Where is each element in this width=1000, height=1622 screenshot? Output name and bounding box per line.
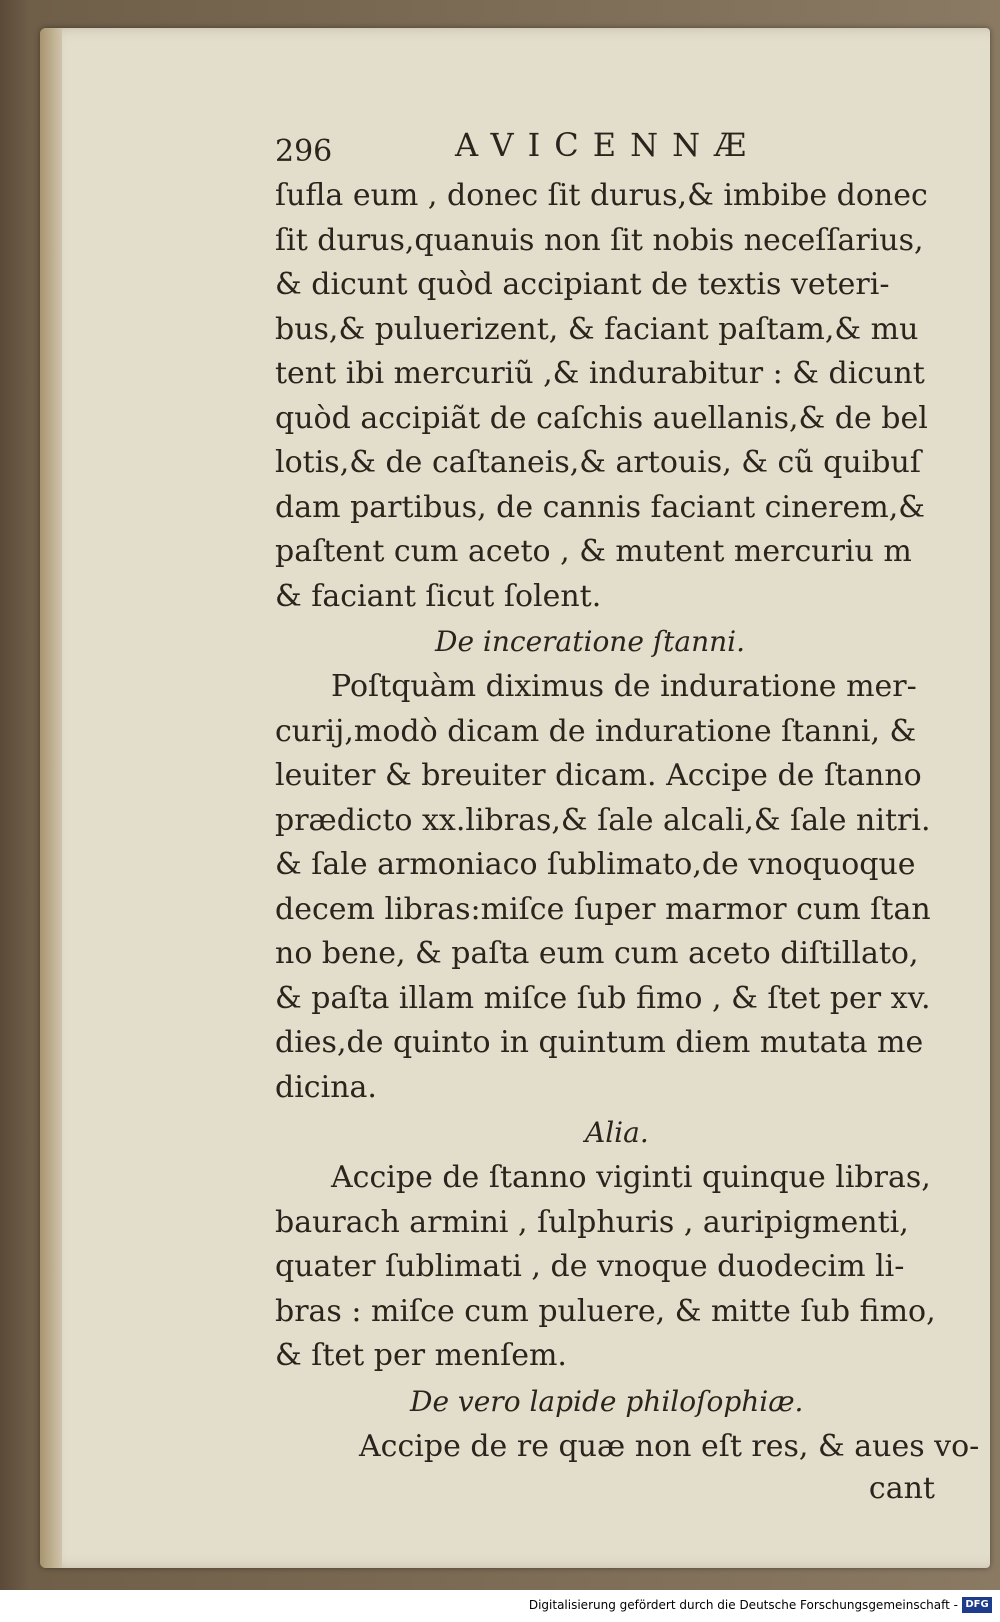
paragraph-2 [275,665,955,1110]
text-line: no bene, & paſta eum cum aceto diſtillato, [275,936,919,971]
text-line: tent ibi mercuriũ ,& indurabitur : & dicunt [275,356,925,391]
text-line: ſufla eum , donec ſit durus,& imbibe donec [275,178,928,213]
text-line: & ſtet per menſem. [275,1338,567,1373]
footer-credit: Digitalisierung gefördert durch die Deutsche Forschungsgemeinschaft - [528,1598,958,1612]
text-line: dam partibus, de cannis faciant cinerem,& [275,489,925,525]
text-line: baurach armini , ſulphuris , auripigmenti, [275,1204,909,1240]
dfg-logo: DFG [962,1597,992,1613]
text-line: & paſta illam miſce ſub fimo , & ſtet per xv. [275,980,931,1016]
section-heading: De vero lapide philoſophiæ. [410,1384,804,1418]
catchword: cant [868,1471,935,1506]
text-line: leuiter & breuiter dicam. Accipe de ſtanno [275,758,922,793]
paragraph-1 [275,174,955,619]
text-line: & dicunt quòd accipiant de textis veteri- [275,267,890,302]
text-line: Accipe de re quæ non eſt res, & aues vo- [359,1428,980,1464]
text-line: Accipe de ſtanno viginti quinque libras, [331,1160,931,1195]
text-line: Poſtquàm diximus de induratione mer- [331,669,917,704]
text-line: quater ſublimati , de vnoque duodecim li- [275,1249,905,1284]
page-header [275,126,955,174]
text-line: dies,de quinto in quintum diem mutata me [275,1025,924,1060]
section-heading: De inceratione ſtanni. [435,625,746,658]
paragraph-3 [275,1156,955,1379]
section-heading: Alia. [585,1116,649,1149]
text-line: bus,& puluerizent, & faciant paſtam,& mu [275,311,919,347]
text-line: paſtent cum aceto , & mutent mercuriu m [275,534,912,569]
text-line: decem libras:miſce ſuper marmor cum ſtan [275,891,931,927]
digitization-footer [0,1590,1000,1622]
page-number: 296 [275,134,333,169]
text-line: curij,modò dicam de induratione ſtanni, & [275,713,917,749]
text-line: dicina. [275,1069,377,1105]
paragraph-4 [275,1425,980,1470]
page-gutter-edge [40,28,62,1568]
text-line: lotis,& de caſtaneis,& artouis, & cũ quibuſ [275,445,921,480]
running-title: AVICENNÆ [455,126,761,164]
page-text-block [275,126,980,1509]
text-line: bras : miſce cum puluere, & mitte ſub fimo, [275,1293,936,1329]
text-line: quòd accipiãt de caſchis auellanis,& de bel [275,400,928,436]
text-line: prædicto xx.libras,& ſale alcali,& ſale nitri. [275,802,931,838]
text-line: & ſale armoniaco ſublimato,de vnoquoque [275,847,916,882]
text-line: & faciant ſicut ſolent. [275,578,602,614]
text-line: ſit durus,quanuis non ſit nobis neceſſarius, [275,222,924,258]
